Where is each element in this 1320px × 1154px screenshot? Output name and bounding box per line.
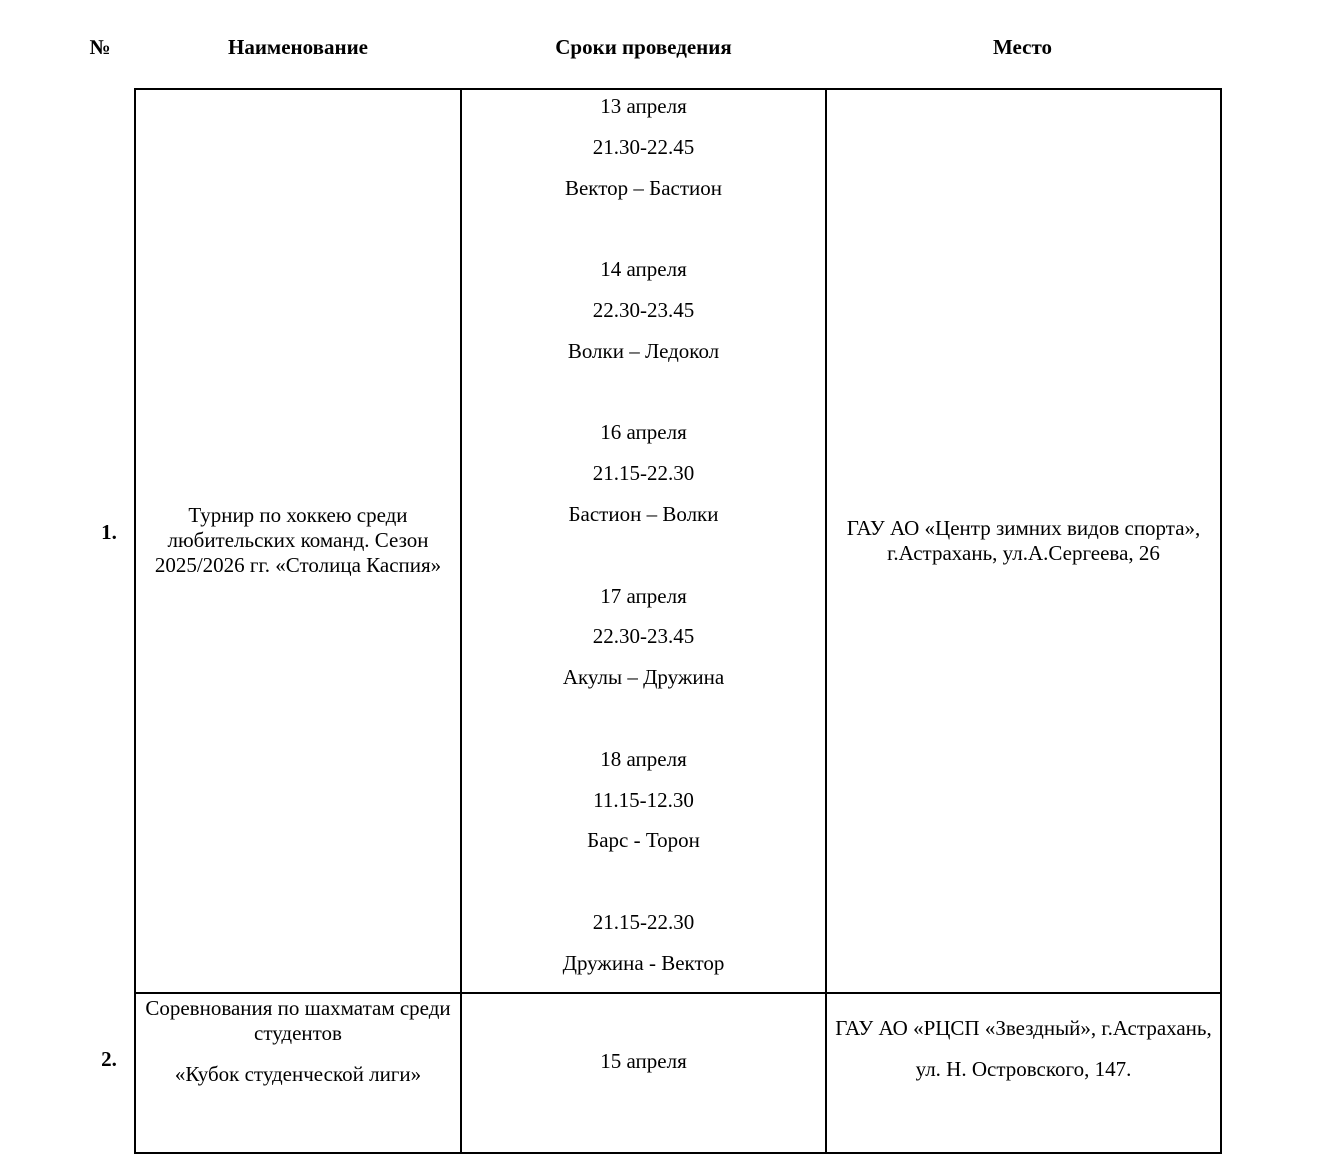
row-number: 2. bbox=[101, 1047, 117, 1071]
event-place: ГАУ АО «Центр зимних видов спорта», г.Астрахань, ул.А.Сергеева, 26 bbox=[846, 515, 1201, 565]
match-date: 14 апреля bbox=[600, 257, 687, 282]
match-date: 13 апреля bbox=[600, 94, 687, 118]
event-name-cell bbox=[135, 89, 461, 993]
match-date: 17 апреля bbox=[600, 583, 687, 608]
match-teams: Вектор – Бастион bbox=[564, 175, 722, 200]
match-date: 16 апреля bbox=[600, 420, 687, 445]
event-place-cell bbox=[826, 993, 1221, 1153]
match-teams: Бастион – Волки bbox=[568, 501, 719, 526]
match-teams: Акулы – Дружина bbox=[562, 665, 725, 690]
match-time: 21.15-22.30 bbox=[592, 461, 695, 486]
row-number: 1. bbox=[101, 520, 117, 544]
match-time: 22.30-23.45 bbox=[592, 624, 695, 649]
match-time: 21.30-22.45 bbox=[592, 134, 695, 159]
event-name: Турнир по хоккею среди любительских команд. Сезон 2025/2026 гг. «Столица Каспия» bbox=[154, 503, 442, 578]
table-row bbox=[135, 89, 1221, 993]
table-row bbox=[135, 993, 1221, 1153]
match-teams: Волки – Ледокол bbox=[567, 338, 720, 363]
match-time: 22.30-23.45 bbox=[592, 297, 695, 322]
match-date: 18 апреля bbox=[600, 746, 687, 771]
event-place-cell bbox=[826, 89, 1221, 993]
match-teams: Дружина - Вектор bbox=[562, 950, 725, 975]
match-time: 11.15-12.30 bbox=[593, 787, 694, 812]
header-place: Место bbox=[993, 35, 1052, 59]
event-subtitle: «Кубок студенческой лиги» bbox=[174, 1061, 422, 1086]
header-name: Наименование bbox=[228, 35, 368, 59]
header-number: № bbox=[89, 35, 111, 59]
event-dates-cell bbox=[461, 89, 826, 993]
event-address: ул. Н. Островского, 147. bbox=[915, 1056, 1132, 1081]
match-time: 21.15-22.30 bbox=[592, 909, 695, 934]
event-place: ГАУ АО «РЦСП «Звездный», г.Астрахань, bbox=[835, 1015, 1212, 1040]
event-name-cell bbox=[135, 993, 461, 1153]
match-date: 15 апреля bbox=[600, 1048, 687, 1073]
header-dates: Сроки проведения bbox=[555, 35, 732, 59]
schedule-table bbox=[134, 88, 1222, 1154]
event-name: Соревнования по шахматам среди студентов bbox=[145, 995, 451, 1045]
match-teams: Барс - Торон bbox=[587, 828, 700, 853]
event-dates-cell bbox=[461, 993, 826, 1153]
